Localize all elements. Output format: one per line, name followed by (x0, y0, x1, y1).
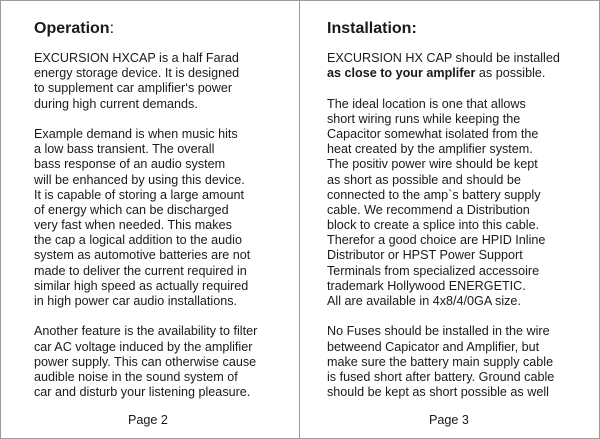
text-line: the cap a logical addition to the audio (34, 233, 242, 248)
text-line: a low bass transient. The overall (34, 142, 215, 157)
text-line: energy storage device. It is designed (34, 66, 240, 81)
text-line: car and disturb your listening pleasure. (34, 385, 251, 400)
text-line: Terminals from specialized accessoire (327, 263, 540, 278)
text-line: The ideal location is one that allows (327, 96, 526, 111)
text-line: is fused short after battery. Ground cable (327, 369, 555, 384)
text-line: connected to the amp`s battery supply (327, 187, 541, 202)
text-line: trademark Hollywood ENERGETIC. (327, 278, 526, 293)
text-line: should be kept as short possible as well (327, 385, 549, 400)
text-line: will be enhanced by using this device. (34, 172, 245, 187)
text-line: to supplement car amplifier‘s power (34, 81, 233, 96)
text-line: heat created by the amplifier system. (327, 142, 533, 157)
text-line: EXCURSION HXCAP is a half Farad (34, 51, 239, 65)
text-line: The positiv power wire should be kept (327, 157, 538, 172)
operation-body (34, 51, 257, 400)
operation-heading-colon: : (109, 20, 115, 37)
page-number: Page 2 (128, 413, 168, 427)
text-line: cable. We recommend a Distribution (327, 202, 530, 217)
text-line: during high current demands. (34, 96, 198, 111)
text-line: audible noise in the sound system of (34, 369, 238, 384)
operation-heading-text: Operation (34, 20, 110, 37)
text-line: similar high speed as actually required (34, 278, 249, 293)
text-line: of energy which can be discharged (34, 202, 229, 217)
text-line: Therefor a good choice are HPID Inline (327, 233, 546, 248)
text-line: Distributor or HPST Power Support (327, 248, 523, 263)
text-line-mixed (327, 66, 560, 81)
text-line: Example demand is when music hits (34, 126, 238, 141)
operation-paragraph-3 (34, 324, 257, 400)
page-number: Page 3 (429, 413, 469, 427)
text-line: made to deliver the current required in (34, 263, 247, 278)
installation-paragraph-1 (327, 97, 560, 310)
text-line: car AC voltage induced by the amplifier (34, 339, 253, 354)
text-line: in high power car audio installations. (34, 294, 238, 308)
operation-paragraph-2 (34, 127, 257, 309)
installation-intro (327, 51, 560, 81)
text-line-rest: as possible. (475, 66, 546, 81)
text-line: system as automotive batteries are not (34, 248, 251, 263)
text-line: Another feature is the availability to filter (34, 324, 258, 339)
text-line: as short as possible and should be (327, 172, 521, 187)
installation-body (327, 51, 560, 400)
text-line: All are available in 4x8/4/0GA size. (327, 294, 521, 308)
text-line: It is capable of storing a large amount (34, 187, 245, 202)
text-line: make sure the battery main supply cable (327, 354, 554, 369)
operation-paragraph-1 (34, 51, 257, 112)
text-line: EXCURSION HX CAP should be installed (327, 51, 560, 65)
text-line: power supply. This can otherwise cause (34, 354, 257, 369)
operation-heading (34, 19, 114, 39)
text-line: block to create a splice into this cable. (327, 218, 540, 233)
text-line: short wiring runs while keeping the (327, 111, 521, 126)
text-line: Capacitor somewhat isolated from the (327, 126, 539, 141)
text-line: No Fuses should be installed in the wire (327, 324, 550, 339)
page-2 (1, 1, 300, 438)
installation-heading: Installation: (327, 20, 417, 37)
emphasis-text: as close to your amplifer (327, 66, 476, 81)
page-3 (300, 1, 599, 438)
text-line: betweend Capicator and Amplifier, but (327, 339, 540, 354)
text-line: bass response of an audio system (34, 157, 226, 172)
installation-paragraph-2 (327, 324, 560, 400)
text-line: very fast when needed. This makes (34, 218, 232, 233)
